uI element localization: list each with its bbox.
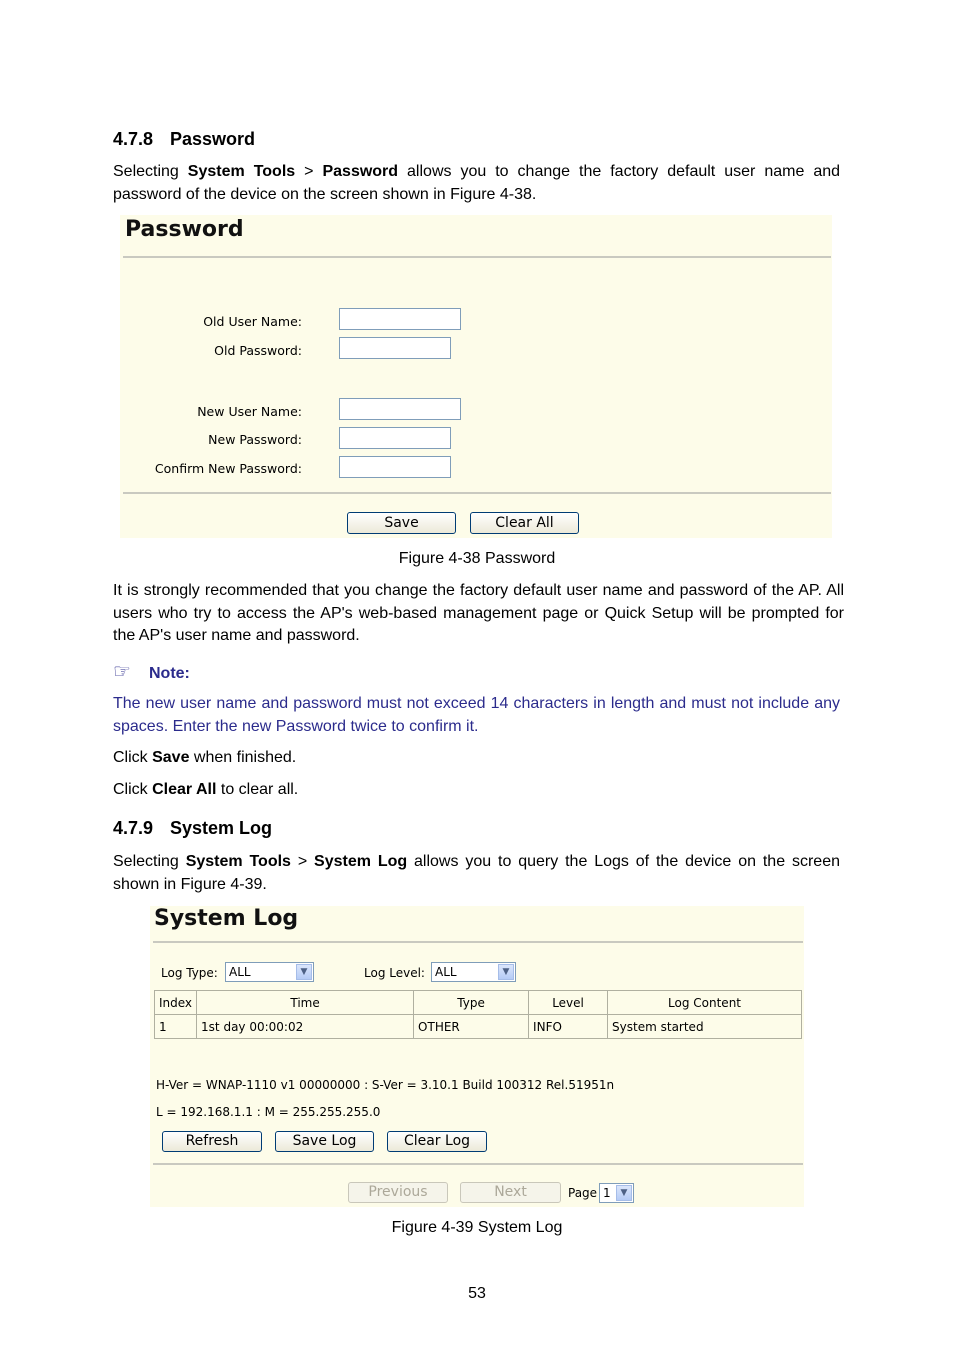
old-user-name-input[interactable] (339, 308, 461, 330)
figure-caption: Figure 4-39 System Log (391, 1219, 563, 1236)
column-header: Log Content (608, 991, 802, 1015)
log-level-value: ALL (435, 965, 457, 979)
new-password-input[interactable] (339, 427, 451, 449)
column-header: Type (414, 991, 529, 1015)
divider (153, 1163, 803, 1165)
previous-button[interactable]: Previous (348, 1182, 448, 1203)
page-label: Page (568, 1186, 598, 1200)
click-clear-line (113, 779, 298, 802)
save-log-button[interactable]: Save Log (275, 1131, 374, 1152)
table-row (155, 1015, 802, 1039)
figure-caption: Figure 4-38 Password (398, 550, 556, 567)
divider (153, 941, 803, 943)
intro-bold: System Tools (185, 853, 291, 870)
divider (123, 256, 831, 258)
old-password-input[interactable] (339, 337, 451, 359)
text: to clear all. (216, 781, 299, 798)
text: when finished. (189, 749, 297, 766)
column-header: Index (155, 991, 197, 1015)
new-user-name-label: New User Name: (197, 404, 302, 419)
intro-bold: Password (322, 163, 399, 180)
password-panel-title: Password (125, 217, 244, 242)
bold-text: Save (152, 749, 190, 766)
old-password-label: Old Password: (214, 343, 302, 358)
clear-log-button[interactable]: Clear Log (387, 1131, 487, 1152)
chevron-down-icon: ▼ (616, 1185, 632, 1201)
text: Click (113, 749, 153, 766)
log-type-label: Log Type: (161, 966, 218, 980)
table-cell: 1 (155, 1015, 197, 1039)
note-label: Note: (149, 665, 190, 682)
refresh-button[interactable]: Refresh (162, 1131, 262, 1152)
page-select[interactable] (599, 1183, 634, 1203)
bold-text: Clear All (152, 781, 217, 798)
recommend-paragraph: It is strongly recommended that you change the factory default user name and password of the AP. All users who try to access the AP's web-based management page or Quick Setup will be prompted for the AP's user name and password. (113, 582, 844, 644)
intro-sep: > (290, 853, 315, 870)
confirm-new-password-input[interactable] (339, 456, 451, 478)
column-header: Level (529, 991, 608, 1015)
password-intro (113, 161, 840, 206)
chevron-down-icon: ▼ (296, 964, 312, 980)
intro-bold: System Tools (187, 163, 296, 180)
ip-mask-info: L = 192.168.1.1 : M = 255.255.255.0 (156, 1105, 381, 1119)
intro-text: Selecting (113, 163, 188, 180)
log-level-label: Log Level: (364, 966, 425, 980)
clear-all-button[interactable]: Clear All (470, 512, 579, 534)
section-title: Password (170, 129, 256, 149)
note-text: The new user name and password must not exceed 14 characters in length and must not include any spaces. Enter the new Password twice to confirm it. (113, 695, 840, 735)
table-cell: System started (608, 1015, 802, 1039)
divider (123, 492, 831, 494)
intro-text: allows you to query the Logs of the device on the screen shown in Figure 4-39. (113, 853, 840, 893)
password-screenshot (120, 215, 832, 538)
intro-bold: System Log (314, 853, 408, 870)
save-button[interactable]: Save (347, 512, 456, 534)
chevron-down-icon: ▼ (498, 964, 514, 980)
system-log-panel-title: System Log (154, 906, 299, 931)
click-save-line (113, 747, 296, 770)
intro-text: Selecting (113, 853, 186, 870)
confirm-new-password-label: Confirm New Password: (154, 461, 302, 476)
log-type-select[interactable] (225, 962, 314, 982)
next-button[interactable]: Next (460, 1182, 561, 1203)
old-user-name-label: Old User Name: (203, 314, 302, 329)
intro-sep: > (295, 163, 323, 180)
log-level-select[interactable] (431, 962, 516, 982)
hardware-software-version: H-Ver = WNAP-1110 v1 00000000 : S-Ver = 3.10.1 Build 100312 Rel.51951n (156, 1078, 615, 1092)
section-heading-system-log (113, 818, 272, 839)
log-type-value: ALL (229, 965, 251, 979)
system-log-screenshot (150, 906, 804, 1207)
page-number: 53 (468, 1285, 486, 1302)
intro-text: allows you to change the factory default user name and password of the device on the screen shown in Figure 4-38. (113, 163, 841, 203)
section-title: System Log (170, 818, 273, 838)
table-header-row (155, 991, 802, 1015)
table-cell: INFO (529, 1015, 608, 1039)
section-number: 4.7.8 (113, 129, 154, 149)
text: Click (113, 781, 153, 798)
page-value: 1 (603, 1186, 611, 1200)
log-table (154, 990, 802, 1039)
table-cell: OTHER (414, 1015, 529, 1039)
new-password-label: New Password: (208, 432, 302, 447)
table-cell: 1st day 00:00:02 (197, 1015, 414, 1039)
column-header: Time (197, 991, 414, 1015)
system-log-intro (113, 851, 840, 896)
section-heading-password (113, 129, 255, 150)
section-number: 4.7.9 (113, 818, 154, 838)
pointing-hand-icon: ☞ (113, 661, 131, 683)
new-user-name-input[interactable] (339, 398, 461, 420)
